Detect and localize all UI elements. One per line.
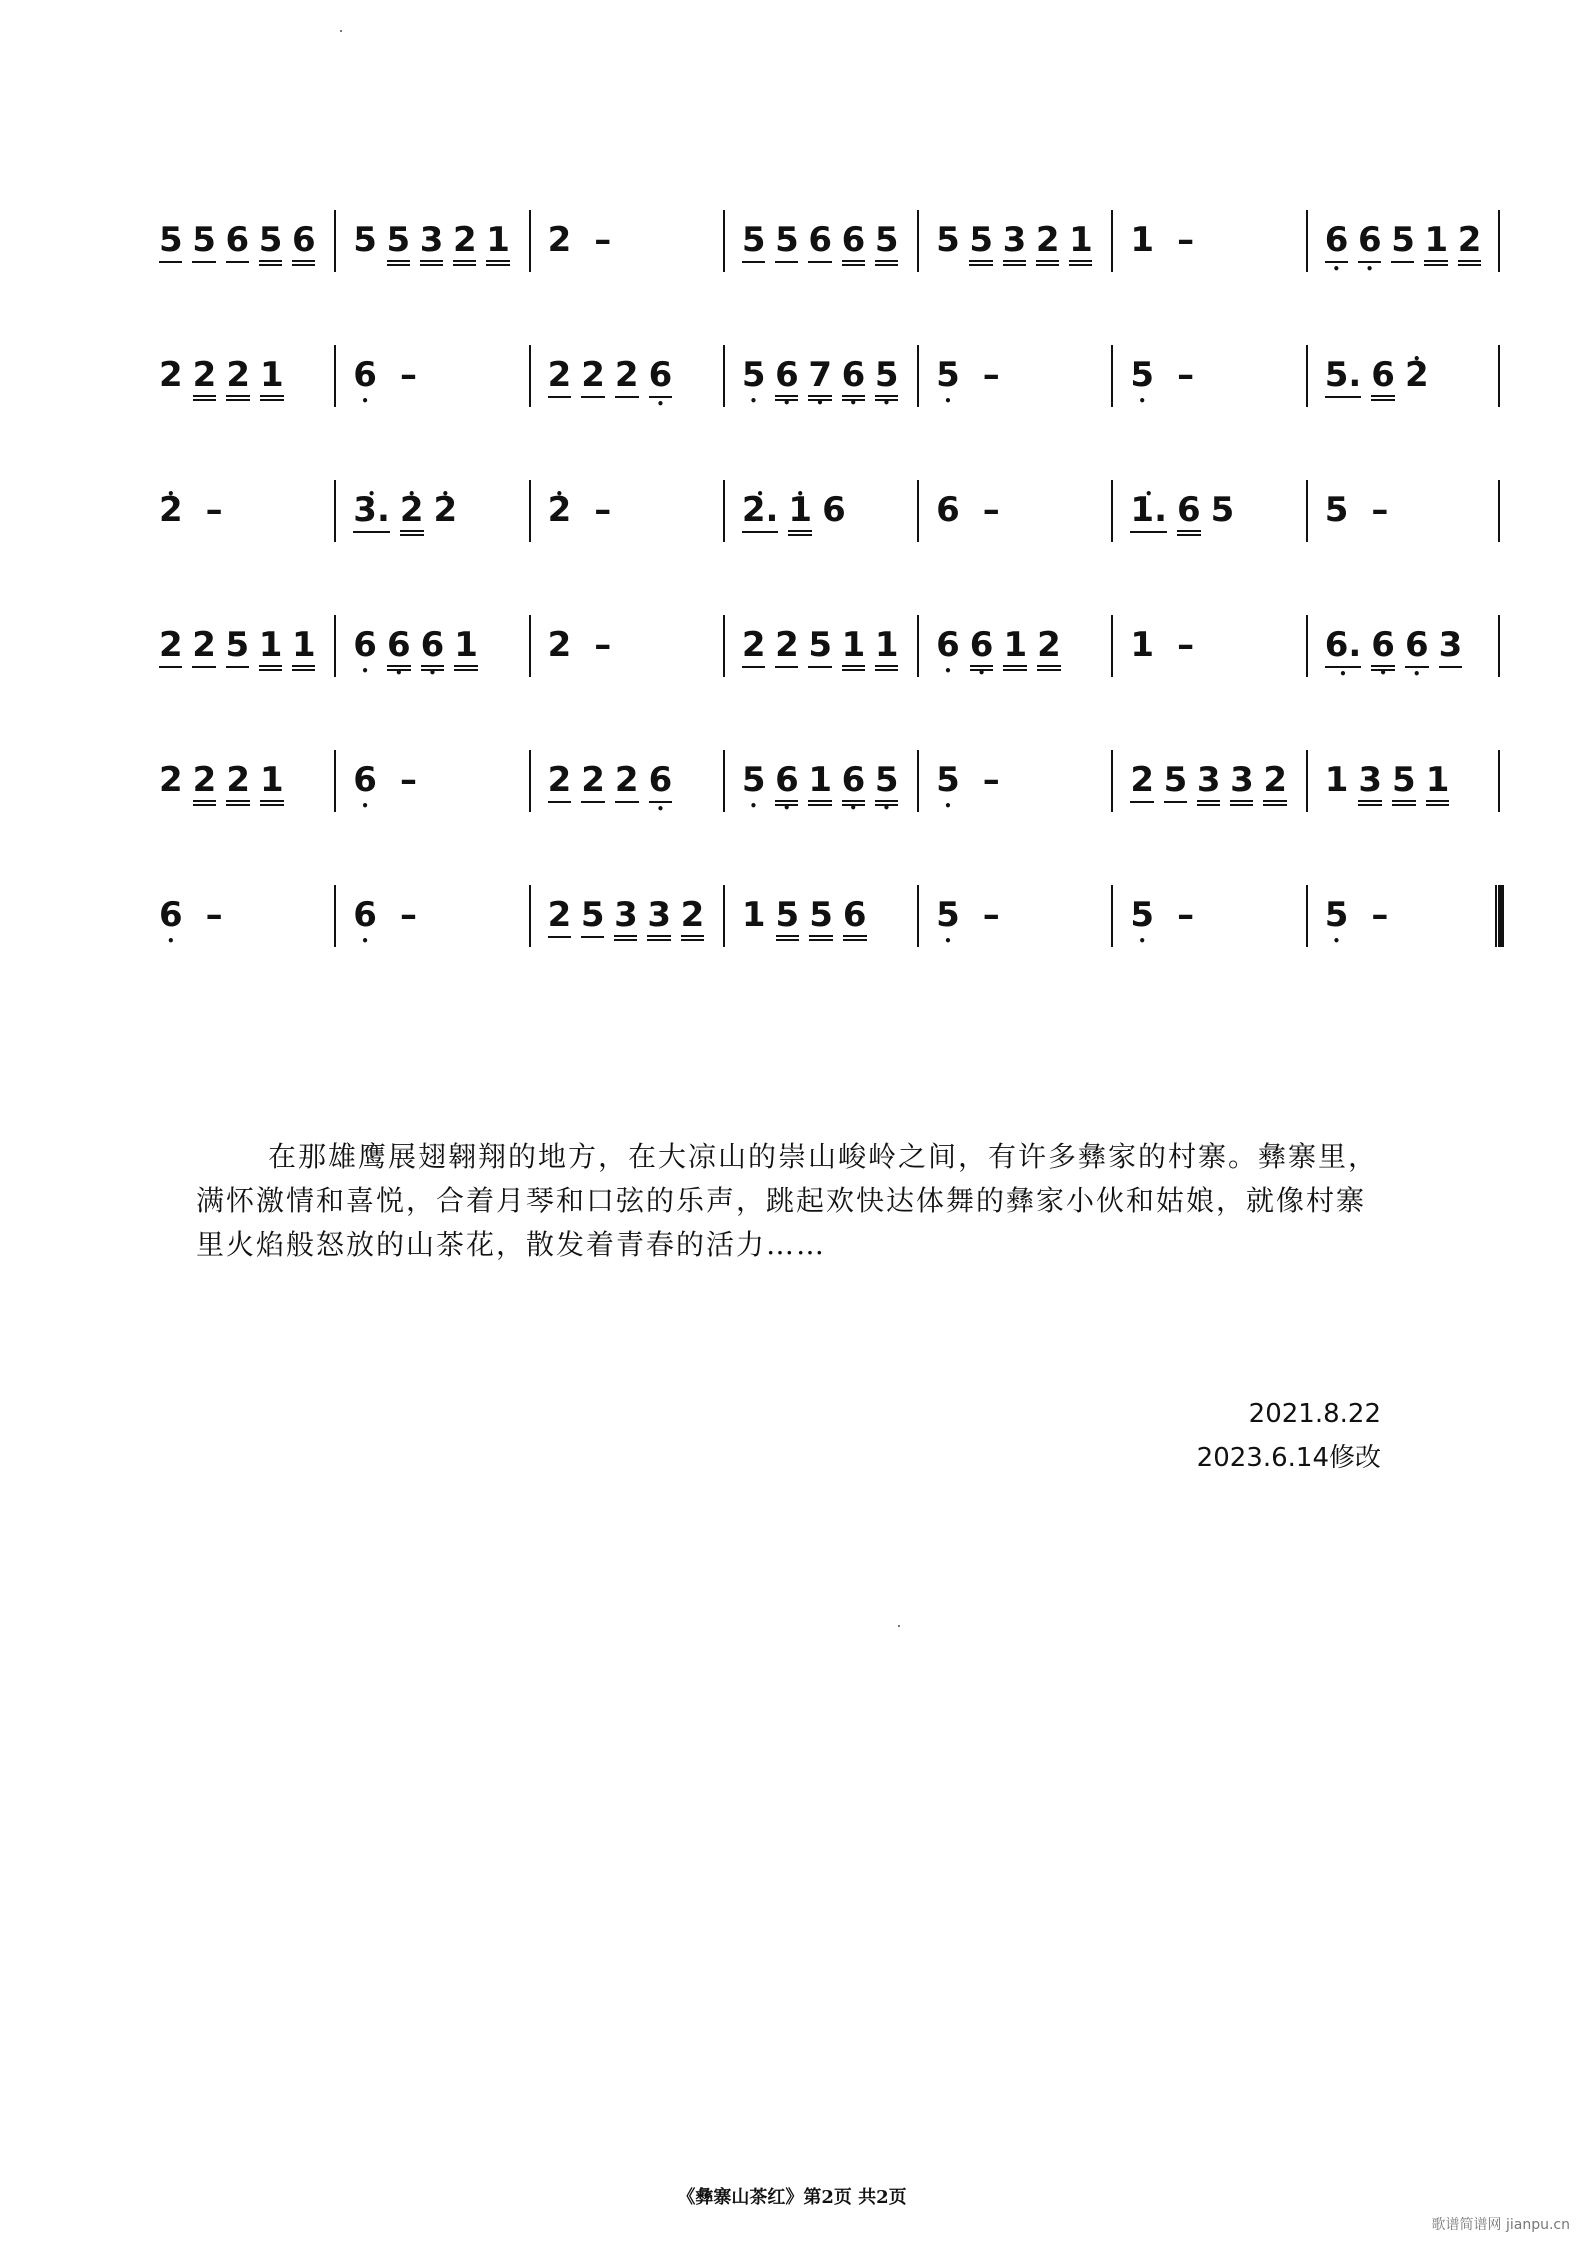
note: 2	[742, 627, 765, 668]
measure	[140, 315, 334, 415]
note: 3	[1358, 762, 1382, 806]
measure	[1111, 315, 1305, 415]
page-footer: 《彝寨山茶红》第2页 共2页	[677, 2187, 907, 2208]
note: 6 •	[353, 357, 377, 393]
note: 1	[875, 627, 898, 671]
measure	[1306, 720, 1500, 820]
note: 2	[548, 762, 572, 803]
note: 5 •	[1325, 897, 1349, 933]
note: 2	[1036, 222, 1059, 266]
measure	[334, 720, 528, 820]
note: 5	[776, 897, 800, 941]
note: • 2	[548, 492, 572, 528]
note: 1	[486, 222, 509, 266]
sustain-dash: –	[982, 355, 1000, 395]
note: 3	[420, 222, 443, 266]
song-description	[196, 1135, 1386, 1267]
note: 2	[193, 762, 217, 806]
measure	[1111, 585, 1305, 685]
measure	[529, 315, 723, 415]
note: 6 •	[353, 897, 377, 933]
note: 2	[1263, 762, 1286, 806]
sustain-dash: –	[594, 220, 612, 260]
note: 5	[875, 222, 898, 266]
measure	[1306, 315, 1500, 415]
note: 2	[1037, 627, 1061, 671]
sustain-dash: –	[982, 490, 1000, 530]
note: 6 •	[1325, 222, 1348, 263]
sustain-dash: –	[205, 490, 223, 530]
note: • 2	[159, 492, 183, 528]
measure	[1111, 855, 1305, 955]
measure	[723, 450, 917, 550]
note: 6	[1177, 492, 1201, 536]
note: 1	[1324, 760, 1349, 800]
note: 5	[809, 897, 833, 941]
note: 6 •	[387, 627, 411, 671]
note: 6 •	[842, 762, 865, 806]
measure	[723, 720, 917, 820]
note: 2	[775, 627, 798, 668]
note: 2	[226, 357, 250, 401]
measure	[334, 180, 528, 280]
score-line	[140, 180, 1520, 315]
sustain-dash: –	[1371, 490, 1389, 530]
note: 5	[808, 627, 831, 668]
note: 2	[547, 625, 572, 665]
note: • 1.	[1130, 492, 1167, 533]
note: 3	[647, 897, 670, 941]
note: 2	[581, 357, 605, 398]
measure	[1306, 450, 1500, 550]
note: 1	[741, 895, 766, 935]
sustain-dash: –	[1177, 355, 1195, 395]
note: 5 •	[936, 897, 960, 933]
note: 6. •	[1325, 627, 1362, 668]
note: 5 •	[875, 762, 898, 806]
note: 5 •	[1130, 897, 1154, 933]
note: 6	[842, 222, 865, 266]
note: 6 •	[842, 357, 865, 401]
score-line	[140, 855, 1520, 990]
note: 5	[387, 222, 410, 266]
note: 1	[454, 627, 478, 671]
note: 6 •	[353, 762, 377, 798]
note: 3	[1439, 627, 1463, 668]
note: 5.	[1325, 357, 1362, 398]
written-date: 2021.8.22	[1248, 1399, 1381, 1429]
sustain-dash: –	[594, 490, 612, 530]
note: 5	[353, 220, 377, 260]
note: 5 •	[1130, 357, 1154, 393]
score-line	[140, 585, 1520, 720]
note: 2	[615, 357, 639, 398]
sustain-dash: –	[1177, 220, 1195, 260]
note: 3	[1003, 222, 1026, 266]
measure	[917, 180, 1111, 280]
revised-date: 2023.6.14修改	[1196, 1443, 1381, 1473]
note: 6 •	[1358, 222, 1381, 263]
watermark: 歌谱简谱网 jianpu.cn	[1431, 2217, 1570, 2233]
note: 2	[193, 357, 217, 401]
note: • 2	[400, 492, 424, 536]
jianpu-score	[140, 180, 1520, 990]
note: 6 •	[970, 627, 994, 671]
measure	[529, 720, 723, 820]
description-paragraph: 在那雄鹰展翅翱翔的地方，在大凉山的崇山峻岭之间，有许多彝家的村寨。彝寨里，满怀激情和喜悦，合着月琴和口弦的乐声，跳起欢快达体舞的彝家小伙和姑娘，就像村寨里火焰般怒放的山茶花，散发着青春的活力……	[196, 1140, 1379, 1261]
note: 2	[548, 897, 571, 938]
note: 1	[1424, 222, 1447, 266]
measure	[334, 855, 528, 955]
note: 5	[159, 222, 182, 263]
note: 5 •	[742, 762, 765, 798]
measure	[334, 450, 528, 550]
note: 5	[192, 222, 215, 263]
note: 1	[1069, 222, 1092, 266]
note: 1	[842, 627, 865, 671]
note: 2	[681, 897, 704, 941]
note: 2	[615, 762, 639, 803]
note: 1	[1426, 762, 1450, 806]
note: 5	[226, 627, 249, 668]
note: 2	[1458, 222, 1481, 266]
note: 5	[775, 222, 798, 263]
score-line	[140, 720, 1520, 855]
note: 3	[1197, 762, 1220, 806]
note: 6	[1371, 357, 1395, 401]
sustain-dash: –	[594, 625, 612, 665]
note: 5	[1164, 762, 1187, 803]
measure	[917, 855, 1111, 955]
note: 1	[292, 627, 315, 671]
measure	[1306, 180, 1500, 280]
measure	[723, 315, 917, 415]
note: 5 •	[936, 357, 960, 393]
measure	[334, 315, 528, 415]
note: 6 •	[159, 897, 183, 933]
note: 5	[1210, 490, 1235, 530]
note: 6	[936, 490, 960, 530]
note: • 2.	[742, 492, 779, 533]
note: 2	[547, 220, 572, 260]
note: 6 •	[775, 357, 798, 401]
measure	[529, 450, 723, 550]
measure	[1306, 585, 1500, 685]
note: 2	[453, 222, 476, 266]
date-block	[1197, 1392, 1381, 1480]
sustain-dash: –	[399, 355, 417, 395]
note: • 3.	[353, 492, 390, 533]
note: 6	[822, 490, 846, 530]
print-speck	[898, 1625, 900, 1627]
note: 2	[159, 355, 183, 395]
measure	[917, 720, 1111, 820]
note: 6 •	[1371, 627, 1395, 671]
note: 1	[1130, 220, 1155, 260]
sustain-dash: –	[399, 895, 417, 935]
note: 5	[1392, 762, 1416, 806]
note: 7 •	[808, 357, 831, 401]
note: 6	[292, 222, 315, 266]
note: • 1	[788, 492, 812, 536]
note: 5	[969, 222, 992, 266]
measure	[1306, 855, 1500, 955]
note: 6	[226, 222, 249, 263]
note: 1	[1130, 625, 1155, 665]
note: • 2	[434, 492, 458, 528]
measure	[917, 585, 1111, 685]
note: 6 •	[649, 762, 673, 803]
note: 6 •	[421, 627, 445, 671]
measure	[1111, 720, 1305, 820]
note: 5 •	[742, 357, 765, 393]
measure	[529, 585, 723, 685]
note: 5	[581, 897, 604, 938]
measure	[917, 315, 1111, 415]
measure	[1111, 450, 1305, 550]
sustain-dash: –	[982, 895, 1000, 935]
note: • 2	[1405, 357, 1429, 393]
sustain-dash: –	[1177, 625, 1195, 665]
note: 3	[1230, 762, 1253, 806]
note: 2	[548, 357, 572, 398]
measure	[1111, 180, 1305, 280]
print-speck	[340, 30, 342, 32]
measure	[529, 855, 723, 955]
score-line	[140, 450, 1520, 585]
measure	[723, 585, 917, 685]
measure	[917, 450, 1111, 550]
note: 6 •	[936, 627, 960, 663]
note: 5 •	[875, 357, 898, 401]
note: 2	[159, 760, 183, 800]
note: 6	[843, 897, 867, 941]
note: 2	[226, 762, 250, 806]
note: 2	[192, 627, 215, 668]
note: 2	[159, 627, 182, 668]
note: 6 •	[775, 762, 798, 806]
measure	[140, 450, 334, 550]
note: 6 •	[353, 627, 377, 663]
sustain-dash: –	[205, 895, 223, 935]
score-line	[140, 315, 1520, 450]
measure	[140, 855, 334, 955]
measure	[334, 585, 528, 685]
note: 5 •	[936, 762, 960, 798]
note: 6 •	[649, 357, 673, 398]
note: 5	[259, 222, 282, 266]
sustain-dash: –	[1371, 895, 1389, 935]
note: 6	[808, 222, 831, 263]
note: 5	[1391, 222, 1414, 263]
sustain-dash: –	[399, 760, 417, 800]
note: 2	[1130, 762, 1153, 803]
note: 5	[1324, 490, 1349, 530]
note: 1	[260, 762, 284, 806]
note: 5	[936, 220, 960, 260]
measure	[140, 585, 334, 685]
note: 1	[260, 357, 284, 401]
note: 3	[614, 897, 637, 941]
measure	[140, 180, 334, 280]
note: 1	[808, 762, 831, 806]
note: 2	[581, 762, 605, 803]
sustain-dash: –	[1177, 895, 1195, 935]
note: 5	[742, 222, 765, 263]
measure	[140, 720, 334, 820]
note: 1	[1003, 627, 1027, 671]
measure	[723, 180, 917, 280]
measure	[529, 180, 723, 280]
sustain-dash: –	[982, 760, 1000, 800]
note: 6 •	[1405, 627, 1429, 668]
note: 1	[259, 627, 282, 671]
measure	[723, 855, 917, 955]
